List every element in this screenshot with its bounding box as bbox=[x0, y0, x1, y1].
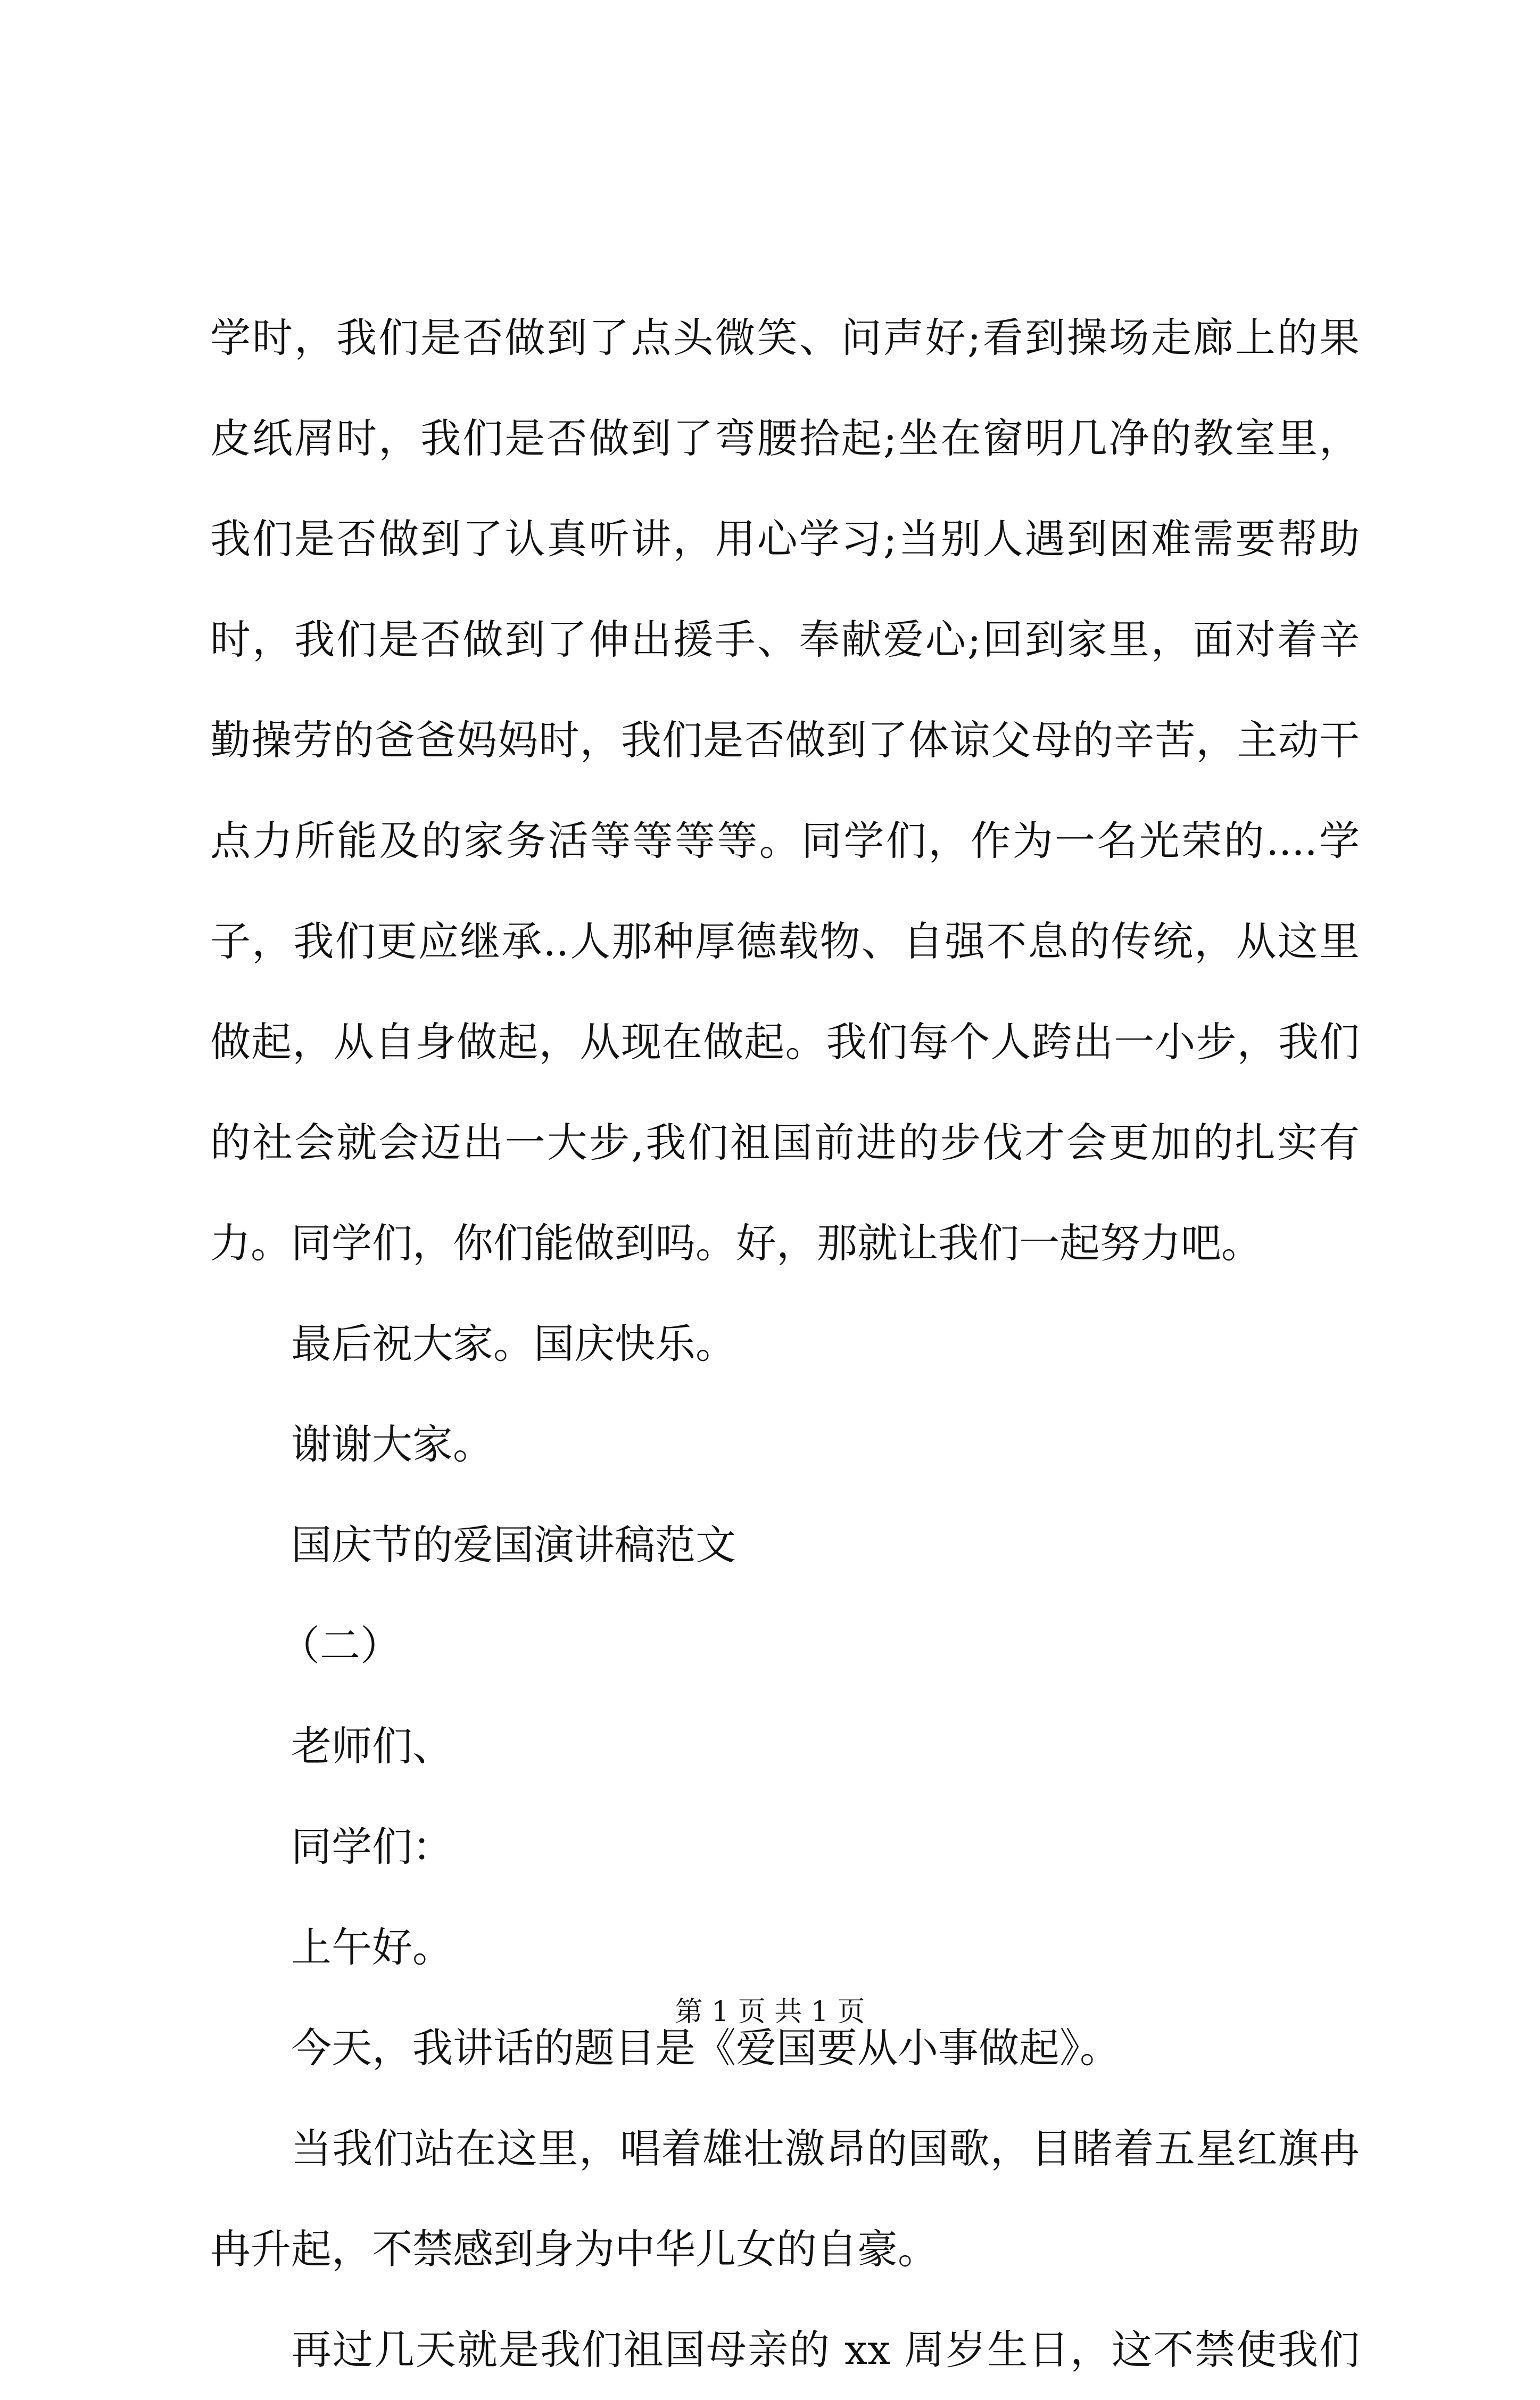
body-line: 勤操劳的爸爸妈妈时，我们是否做到了体谅父母的辛苦，主动干 bbox=[210, 716, 1360, 764]
greeting-line: 上午好。 bbox=[291, 1924, 453, 1971]
speech-topic-line: 今天，我讲话的题目是《爱国要从小事做起》。 bbox=[291, 2024, 1120, 2072]
salutation-students: 同学们： bbox=[291, 1823, 453, 1870]
body-line: 当我们站在这里，唱着雄壮激昂的国歌，目睹着五星红旗冉 bbox=[291, 2125, 1360, 2172]
body-line: 时，我们是否做到了伸出援手、奉献爱心;回到家里，面对着辛 bbox=[210, 616, 1360, 663]
body-line: 力。同学们，你们能做到吗。好，那就让我们一起努力吧。 bbox=[210, 1219, 1262, 1267]
body-line: 再过几天就是我们祖国母亲的 xx 周岁生日，这不禁使我们 bbox=[291, 2326, 1360, 2373]
body-line: 我们是否做到了认真听讲，用心学习;当别人遇到困难需要帮助 bbox=[210, 515, 1360, 563]
body-line: 皮纸屑时，我们是否做到了弯腰拾起;坐在窗明几净的教室里， bbox=[210, 415, 1360, 462]
page-number-footer: 第 1 页 共 1 页 bbox=[675, 1996, 865, 2028]
salutation-teachers: 老师们、 bbox=[291, 1722, 453, 1770]
body-line: 学时，我们是否做到了点头微笑、问声好;看到操场走廊上的果 bbox=[210, 314, 1360, 361]
body-line: 子，我们更应继承..人那种厚德载物、自强不息的传统，从这里 bbox=[210, 918, 1360, 965]
document-body bbox=[210, 287, 1360, 2400]
body-line: 冉升起，不禁感到身为中华儿女的自豪。 bbox=[210, 2225, 938, 2273]
closing-line: 最后祝大家。国庆快乐。 bbox=[291, 1320, 736, 1367]
section-title: 国庆节的爱国演讲稿范文 bbox=[291, 1521, 736, 1569]
body-line: 做起，从自身做起，从现在做起。我们每个人跨出一小步，我们 bbox=[210, 1018, 1360, 1066]
section-number: （二） bbox=[279, 1622, 401, 1669]
body-line: 的社会就会迈出一大步,我们祖国前进的步伐才会更加的扎实有 bbox=[210, 1119, 1360, 1166]
thanks-line: 谢谢大家。 bbox=[291, 1421, 493, 1468]
body-line: 点力所能及的家务活等等等等。同学们，作为一名光荣的....学 bbox=[210, 817, 1360, 864]
